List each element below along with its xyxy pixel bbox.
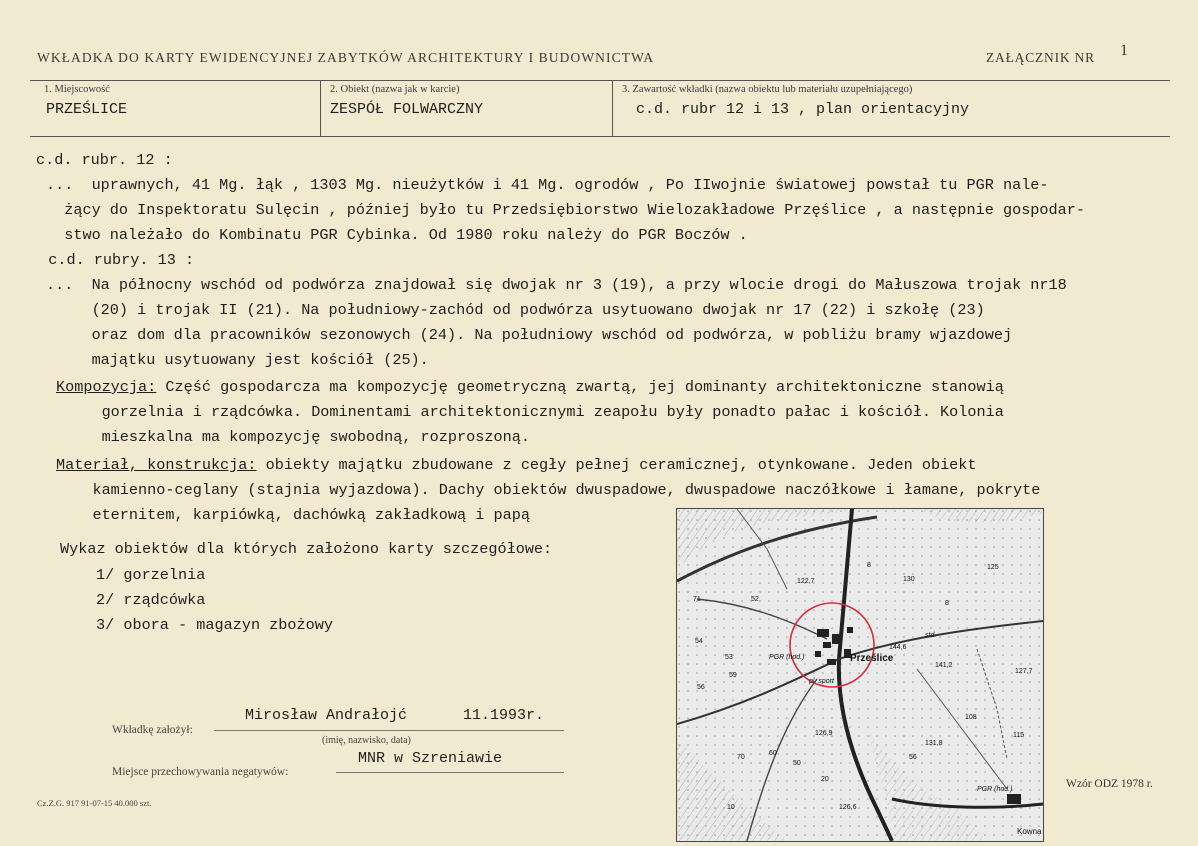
footer-author: Mirosław Andrałojć bbox=[245, 707, 408, 724]
wykaz-item-1: 1/ gorzelnia bbox=[96, 566, 206, 584]
content-line-7: (20) i trojak II (21). Na południowy-zachód od podwórza usytuowano dwojak nr 17 (22) i szkołę (23) bbox=[46, 301, 985, 319]
fields-bottom-rule bbox=[30, 136, 1170, 137]
map-num-8b: 8 bbox=[945, 600, 949, 607]
map-graphic bbox=[677, 509, 1043, 841]
map-height-1412: 141,2 bbox=[935, 662, 953, 669]
material-label: Materiał, konstrukcja: bbox=[56, 456, 257, 474]
annex-label: ZAŁĄCZNIK NR bbox=[986, 50, 1095, 65]
content-line-4: stwo należało do Kombinatu PGR Cybinka. Od 1980 roku należy do PGR Boczów . bbox=[46, 226, 748, 244]
map-num-10: 10 bbox=[727, 804, 735, 811]
map-label-kowna: Kowna bbox=[1017, 827, 1042, 836]
material-line-1: obiekty majątku zbudowane z cegły pełnej ceramicznej, otynkowane. Jeden obiekt bbox=[256, 456, 977, 474]
material-line-3: eternitem, karpiówką, dachówką zakładkową i papą bbox=[56, 506, 530, 524]
kompozycja-line-2: gorzelnia i rządcówka. Dominentami architektonicznymi zeapołu były ponadto pałac i kościół. Kolonia bbox=[56, 403, 1004, 421]
map-num-130: 130 bbox=[903, 576, 915, 583]
kompozycja-line-1: Część gospodarcza ma kompozycję geometryczną zwartą, jej dominanty architektoniczne stanowią bbox=[156, 378, 1004, 396]
content-line-1: c.d. rubr. 12 : bbox=[36, 151, 173, 169]
map-num-56b: 56 bbox=[909, 754, 917, 761]
material-line-2: kamienno-ceglany (stajnia wyjazdowa). Dachy obiektów dwuspadowe, dwuspadowe naczółkowe i łamane, pokryte bbox=[56, 481, 1041, 499]
form-reference: Wzór ODZ 1978 r. bbox=[1066, 778, 1153, 790]
map-num-20: 20 bbox=[821, 776, 829, 783]
fields-top-rule bbox=[30, 80, 1170, 81]
map-num-53: 53 bbox=[725, 654, 733, 661]
card-title: WKŁADKA DO KARTY EWIDENCYJNEJ ZABYTKÓW ARCHITEKTURY I BUDOWNICTWA bbox=[37, 50, 655, 65]
kompozycja-line-3: mieszkalna ma kompozycję swobodną, rozproszoną. bbox=[56, 428, 530, 446]
map-num-59: 59 bbox=[729, 672, 737, 679]
map-num-115: 115 bbox=[1013, 732, 1025, 739]
fields-divider-2 bbox=[612, 80, 613, 136]
map-num-52: 52 bbox=[751, 596, 759, 603]
field-contents-value: c.d. rubr 12 i 13 , plan orientacyjny bbox=[636, 101, 970, 118]
map-num-54: 54 bbox=[695, 638, 703, 645]
content-line-2: ... uprawnych, 41 Mg. łąk , 1303 Mg. nieużytków i 41 Mg. ogrodów , Po IIwojnie światowej powstał tu PGR nale- bbox=[46, 176, 1049, 194]
footer-founded-label: Wkładkę założył: bbox=[112, 724, 193, 736]
footer-author-rule bbox=[214, 730, 564, 731]
footer-author-hint: (imię, nazwisko, data) bbox=[322, 735, 411, 746]
wykaz-title: Wykaz obiektów dla których założono karty szczegółowe: bbox=[60, 540, 553, 558]
map-num-50: 50 bbox=[793, 760, 801, 767]
field-object-value: ZESPÓŁ FOLWARCZNY bbox=[330, 101, 484, 118]
map-label-std: std. bbox=[925, 632, 937, 639]
kompozycja-section bbox=[56, 375, 1004, 400]
material-section bbox=[56, 453, 977, 478]
map-num-71: 71 bbox=[693, 596, 701, 603]
annex-number: 1 bbox=[1120, 42, 1128, 59]
print-info: Cz.Z.G. 917 91-07-15 40.000 szt. bbox=[37, 798, 152, 808]
kompozycja-label: Kompozycja: bbox=[56, 378, 157, 396]
content-line-8: oraz dom dla pracowników sezonowych (24). Na południowy wschód od podwórza, w pobliżu bramy wjazdowej bbox=[46, 326, 1013, 344]
map-height-1266: 126,6 bbox=[839, 804, 857, 811]
map-height-1227: 122,7 bbox=[797, 578, 815, 585]
map-num-108: 108 bbox=[965, 714, 977, 721]
footer-storage-label: Miejsce przechowywania negatywów: bbox=[112, 766, 289, 778]
field-object-label: 2. Obiekt (nazwa jak w karcie) bbox=[330, 84, 460, 95]
map-label-pgr-2: PGR (hod.) bbox=[977, 786, 1013, 793]
field-locality-label: 1. Miejscowość bbox=[44, 84, 110, 95]
map-height-1318: 131,8 bbox=[925, 740, 943, 747]
map-label-pl-sport: pl. sport bbox=[809, 678, 834, 685]
content-line-6: ... Na północny wschód od podwórza znajdował się dwojak nr 3 (19), a przy wlocie drogi do Małuszowa trojak nr18 bbox=[46, 276, 1067, 294]
wykaz-item-2: 2/ rządcówka bbox=[96, 591, 206, 609]
fields-divider-1 bbox=[320, 80, 321, 136]
map-label-przeslice: Prześlice bbox=[850, 653, 894, 664]
footer-storage-value: MNR w Szreniawie bbox=[358, 750, 503, 767]
map-height-1269: 126,9 bbox=[815, 730, 833, 737]
field-contents-label: 3. Zawartość wkładki (nazwa obiektu lub materiału uzupełniającego) bbox=[622, 84, 913, 95]
content-line-9: majątku usytuowany jest kościół (25). bbox=[46, 351, 429, 369]
map-height-1277: 127,7 bbox=[1015, 668, 1033, 675]
map-num-8: 8 bbox=[867, 562, 871, 569]
map-label-pgr: PGR (hod.) bbox=[769, 654, 805, 661]
map-num-70: 70 bbox=[737, 754, 745, 761]
orientation-map bbox=[676, 508, 1044, 842]
map-num-60: 60 bbox=[769, 750, 777, 757]
content-line-5: c.d. rubry. 13 : bbox=[30, 251, 195, 269]
content-line-3: żący do Inspektoratu Sulęcin , później było tu Przedsiębiorstwo Wielozakładowe Przęślice , a następnie gospodar- bbox=[46, 201, 1085, 219]
wykaz-item-3: 3/ obora - magazyn zbożowy bbox=[96, 616, 333, 634]
footer-storage-rule bbox=[336, 772, 564, 773]
field-locality-value: PRZEŚLICE bbox=[46, 101, 128, 118]
footer-date: 11.1993r. bbox=[463, 707, 545, 724]
map-num-125: 125 bbox=[987, 564, 999, 571]
map-num-56: 56 bbox=[697, 684, 705, 691]
map-height-1446: 144,6 bbox=[889, 644, 907, 651]
